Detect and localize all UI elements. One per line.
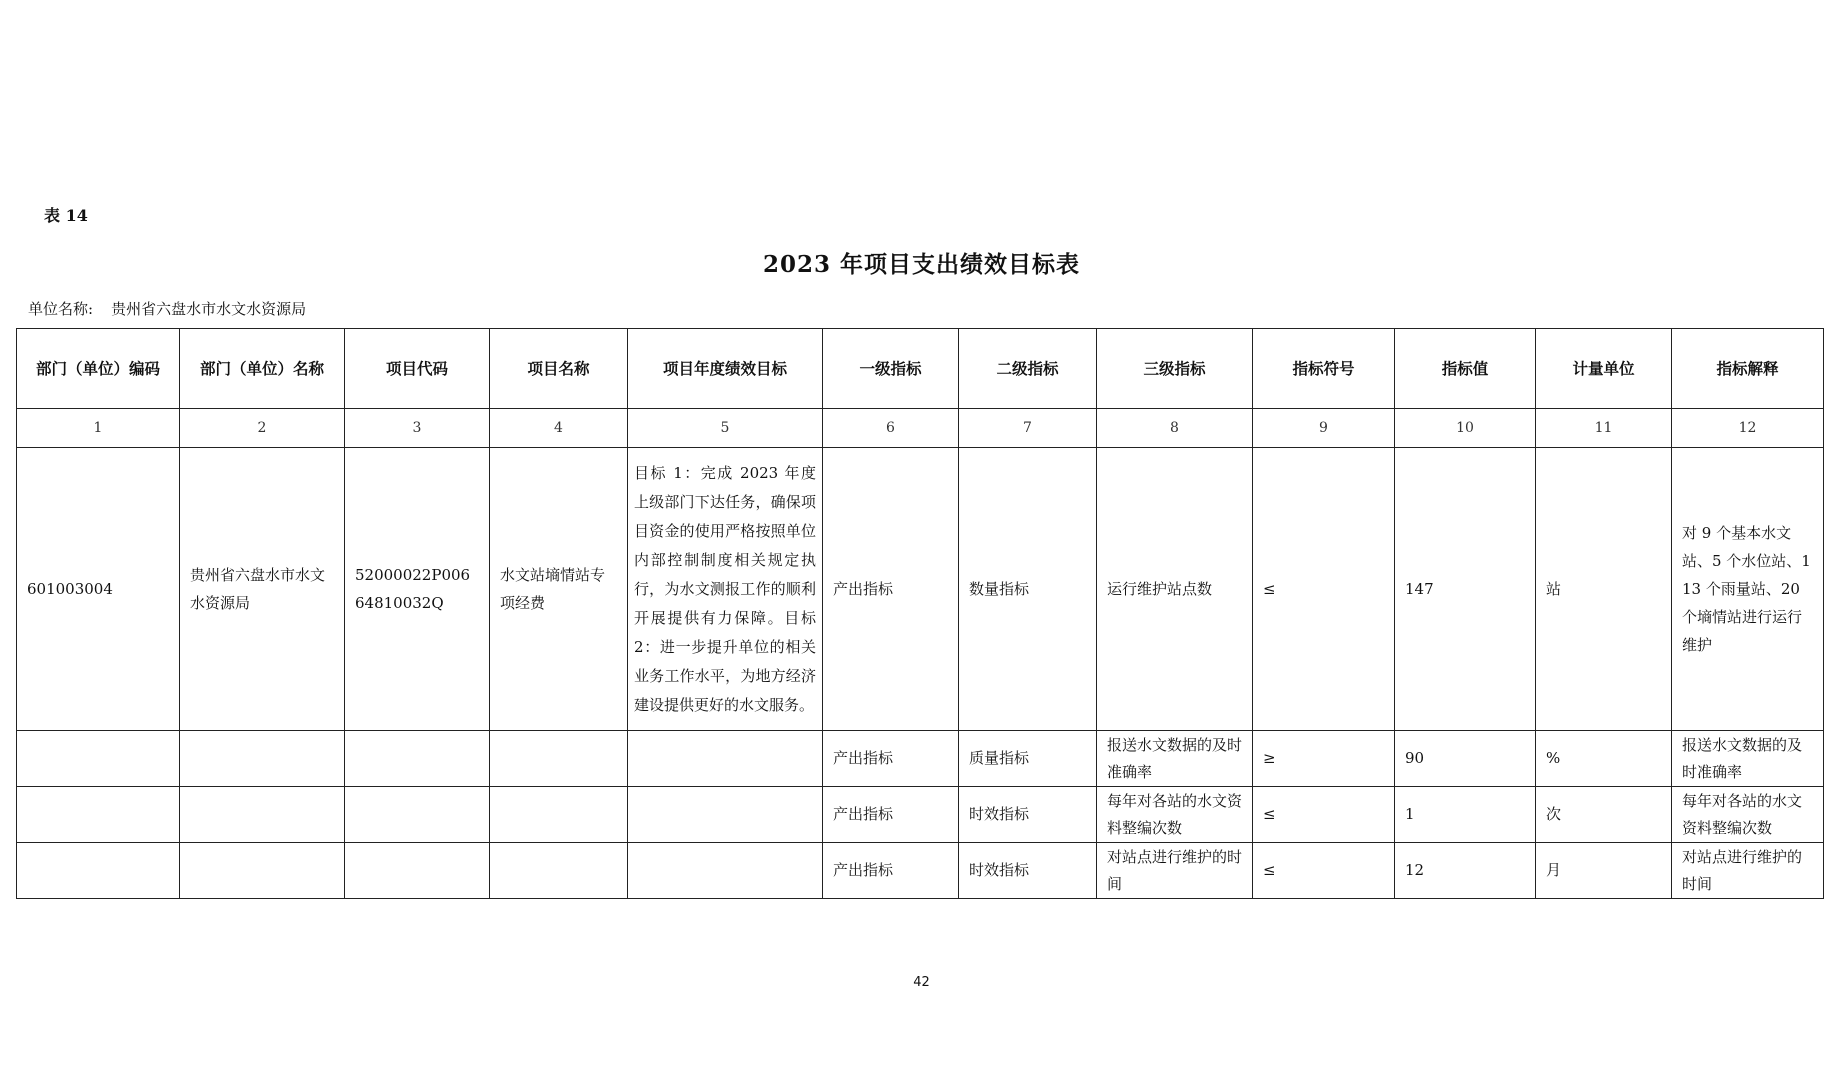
cell-dept-code: 601003004 [17, 448, 180, 731]
cell-level2-indicator: 质量指标 [959, 731, 1097, 787]
column-number: 3 [345, 409, 490, 448]
cell-level2-indicator: 时效指标 [959, 843, 1097, 899]
cell-indicator-symbol: ≤ [1253, 787, 1395, 843]
performance-target-table [16, 328, 1824, 899]
header-indicator-symbol: 指标符号 [1253, 329, 1395, 409]
cell-level2-indicator: 时效指标 [959, 787, 1097, 843]
cell-dept-name [180, 843, 345, 899]
page-number: 42 [913, 975, 930, 990]
cell-dept-code [17, 843, 180, 899]
table-row [17, 448, 1824, 731]
header-indicator-value: 指标值 [1395, 329, 1536, 409]
cell-measure-unit: % [1536, 731, 1672, 787]
cell-indicator-explanation: 每年对各站的水文资料整编次数 [1672, 787, 1824, 843]
cell-indicator-value: 12 [1395, 843, 1536, 899]
header-level3-indicator: 三级指标 [1097, 329, 1253, 409]
cell-project-code [345, 731, 490, 787]
column-number: 2 [180, 409, 345, 448]
cell-indicator-value: 1 [1395, 787, 1536, 843]
cell-dept-code [17, 787, 180, 843]
cell-indicator-symbol: ≥ [1253, 731, 1395, 787]
column-number: 12 [1672, 409, 1824, 448]
column-number: 1 [17, 409, 180, 448]
cell-measure-unit: 月 [1536, 843, 1672, 899]
header-dept-code: 部门（单位）编码 [17, 329, 180, 409]
column-number-row [17, 409, 1824, 448]
cell-indicator-symbol: ≤ [1253, 448, 1395, 731]
cell-annual-goal [628, 787, 823, 843]
cell-dept-name: 贵州省六盘水市水文水资源局 [180, 448, 345, 731]
cell-level1-indicator: 产出指标 [823, 731, 959, 787]
cell-dept-code [17, 731, 180, 787]
cell-annual-goal: 目标 1：完成 2023 年度上级部门下达任务，确保项目资金的使用严格按照单位内部控制制度相关规定执行，为水文测报工作的顺利开展提供有力保障。目标 2：进一步提升单位的相关业务工作水平，为地方经济建设提供更好的水文服务。 [628, 448, 823, 731]
cell-indicator-explanation: 对站点进行维护的时间 [1672, 843, 1824, 899]
cell-project-code [345, 787, 490, 843]
header-project-name: 项目名称 [490, 329, 628, 409]
table-label: 表 14 [44, 206, 88, 225]
cell-level3-indicator: 运行维护站点数 [1097, 448, 1253, 731]
header-measure-unit: 计量单位 [1536, 329, 1672, 409]
cell-annual-goal [628, 731, 823, 787]
cell-indicator-symbol: ≤ [1253, 843, 1395, 899]
cell-project-name: 水文站墒情站专项经费 [490, 448, 628, 731]
cell-level3-indicator: 每年对各站的水文资料整编次数 [1097, 787, 1253, 843]
column-number: 6 [823, 409, 959, 448]
cell-dept-name [180, 731, 345, 787]
cell-level3-indicator: 对站点进行维护的时间 [1097, 843, 1253, 899]
header-level1-indicator: 一级指标 [823, 329, 959, 409]
cell-level1-indicator: 产出指标 [823, 787, 959, 843]
cell-level1-indicator: 产出指标 [823, 448, 959, 731]
table-row [17, 731, 1824, 787]
column-number: 5 [628, 409, 823, 448]
header-row [17, 329, 1824, 409]
cell-indicator-explanation: 报送水文数据的及时准确率 [1672, 731, 1824, 787]
unit-name-line [28, 298, 306, 319]
column-number: 10 [1395, 409, 1536, 448]
header-indicator-explanation: 指标解释 [1672, 329, 1824, 409]
header-dept-name: 部门（单位）名称 [180, 329, 345, 409]
column-number: 9 [1253, 409, 1395, 448]
cell-dept-name [180, 787, 345, 843]
table-row [17, 787, 1824, 843]
cell-level2-indicator: 数量指标 [959, 448, 1097, 731]
unit-name-value: 贵州省六盘水市水文水资源局 [111, 300, 307, 318]
cell-indicator-value: 147 [1395, 448, 1536, 731]
cell-indicator-value: 90 [1395, 731, 1536, 787]
header-annual-goal: 项目年度绩效目标 [628, 329, 823, 409]
header-level2-indicator: 二级指标 [959, 329, 1097, 409]
column-number: 11 [1536, 409, 1672, 448]
column-number: 8 [1097, 409, 1253, 448]
cell-project-code [345, 843, 490, 899]
cell-level1-indicator: 产出指标 [823, 843, 959, 899]
table-row [17, 843, 1824, 899]
cell-indicator-explanation: 对 9 个基本水文站、5 个水位站、113 个雨量站、20 个墒情站进行运行维护 [1672, 448, 1824, 731]
cell-level3-indicator: 报送水文数据的及时准确率 [1097, 731, 1253, 787]
cell-project-code: 52000022P00664810032Q [345, 448, 490, 731]
cell-annual-goal [628, 843, 823, 899]
header-project-code: 项目代码 [345, 329, 490, 409]
cell-measure-unit: 次 [1536, 787, 1672, 843]
page-title: 2023 年项目支出绩效目标表 [762, 251, 1081, 278]
cell-project-name [490, 843, 628, 899]
cell-project-name [490, 731, 628, 787]
cell-measure-unit: 站 [1536, 448, 1672, 731]
column-number: 7 [959, 409, 1097, 448]
column-number: 4 [490, 409, 628, 448]
unit-name-label: 单位名称: [28, 300, 94, 318]
cell-project-name [490, 787, 628, 843]
